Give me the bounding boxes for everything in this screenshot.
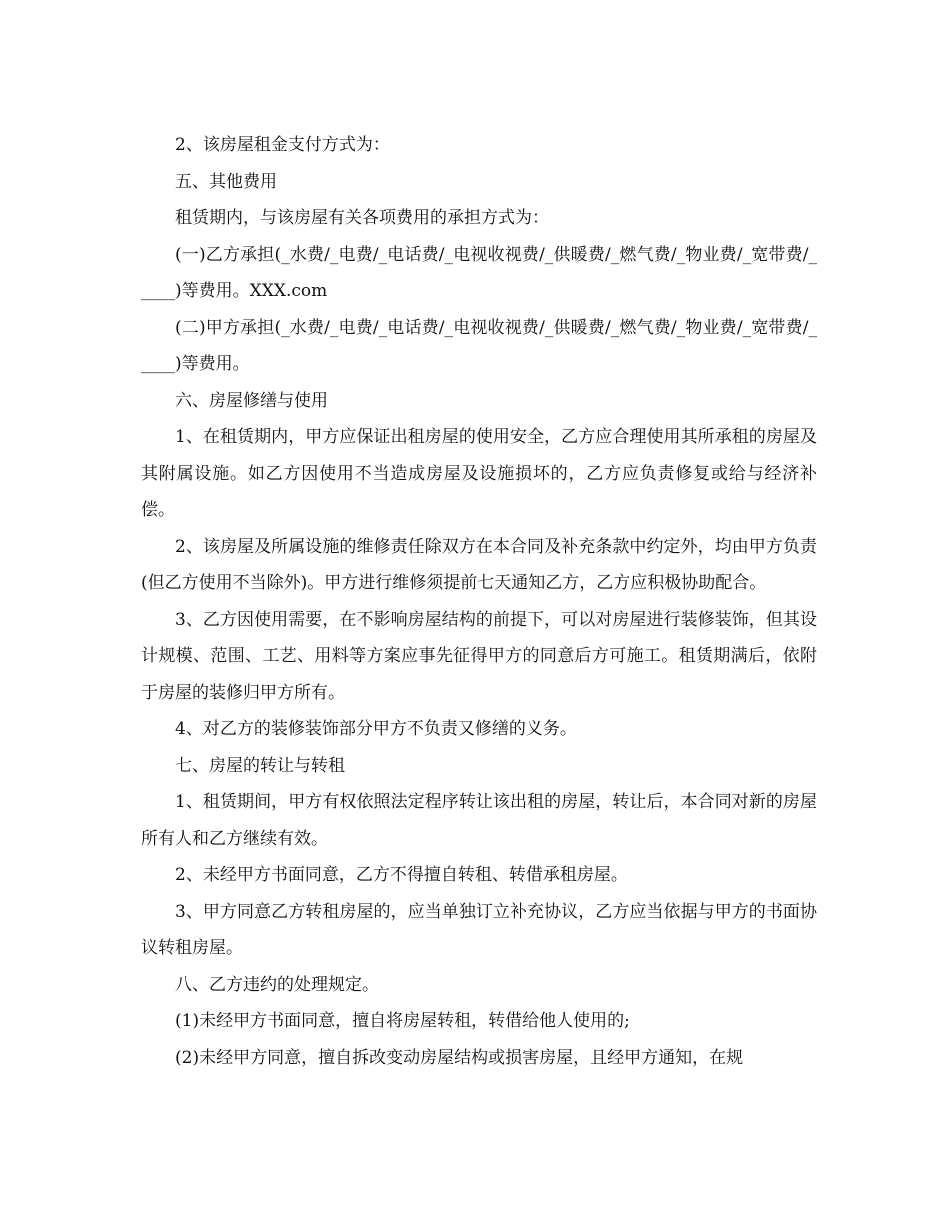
transfer-clause-1: 1、租赁期间，甲方有权依照法定程序转让该出租的房屋，转让后，本合同对新的房屋所有人和乙方继续有效。 bbox=[141, 792, 817, 849]
breach-clause-1: (1)未经甲方书面同意，擅自将房屋转租，转借给他人使用的; bbox=[175, 1011, 630, 1031]
repair-clause-2: 2、该房屋及所属设施的维修责任除双方在本合同及补充条款中约定外，均由甲方负责(但乙方使用不当除外)。甲方进行维修须提前七天通知乙方，乙方应积极协助配合。 bbox=[141, 536, 817, 593]
repair-clause-3: 3、乙方因使用需要，在不影响房屋结构的前提下，可以对房屋进行装修装饰，但其设计规模、范围、工艺、用料等方案应事先征得甲方的同意后方可施工。租赁期满后，依附于房屋的装修归甲方所有。 bbox=[141, 609, 817, 703]
repair-clause-1: 1、在租赁期内，甲方应保证出租房屋的使用安全，乙方应合理使用其所承租的房屋及其附属设施。如乙方因使用不当造成房屋及设施损坏的，乙方应负责修复或给与经济补偿。 bbox=[141, 427, 817, 520]
tenant-fees-clause: (一)乙方承担(_水费/_电费/_电话费/_电视收视费/_供暖费/_燃气费/_物业费/_宽带费/_____)等费用。XXX.com bbox=[141, 244, 817, 301]
landlord-fees-clause: (二)甲方承担(_水费/_电费/_电话费/_电视收视费/_供暖费/_燃气费/_物业费/_宽带费/_____)等费用。 bbox=[141, 317, 817, 374]
section-heading-transfer-sublease: 七、房屋的转让与转租 bbox=[175, 755, 345, 776]
repair-clause-4: 4、对乙方的装修装饰部分甲方不负责又修缮的义务。 bbox=[175, 719, 577, 739]
document-body bbox=[141, 127, 817, 1076]
payment-method-clause: 2、该房屋租金支付方式为： bbox=[175, 135, 390, 155]
section-heading-other-fees: 五、其他费用 bbox=[175, 171, 277, 192]
transfer-clause-2: 2、未经甲方书面同意，乙方不得擅自转租、转借承租房屋。 bbox=[175, 865, 628, 885]
section-heading-tenant-breach: 八、乙方违约的处理规定。 bbox=[175, 974, 379, 995]
transfer-clause-3: 3、甲方同意乙方转租房屋的，应当单独订立补充协议，乙方应当依据与甲方的书面协议转租房屋。 bbox=[141, 901, 817, 958]
section-heading-repair-use: 六、房屋修缮与使用 bbox=[175, 390, 328, 411]
fees-intro: 租赁期内，与该房屋有关各项费用的承担方式为： bbox=[175, 208, 549, 228]
breach-clause-2: (2)未经甲方同意，擅自拆改变动房屋结构或损害房屋，且经甲方通知，在规 bbox=[175, 1047, 744, 1068]
